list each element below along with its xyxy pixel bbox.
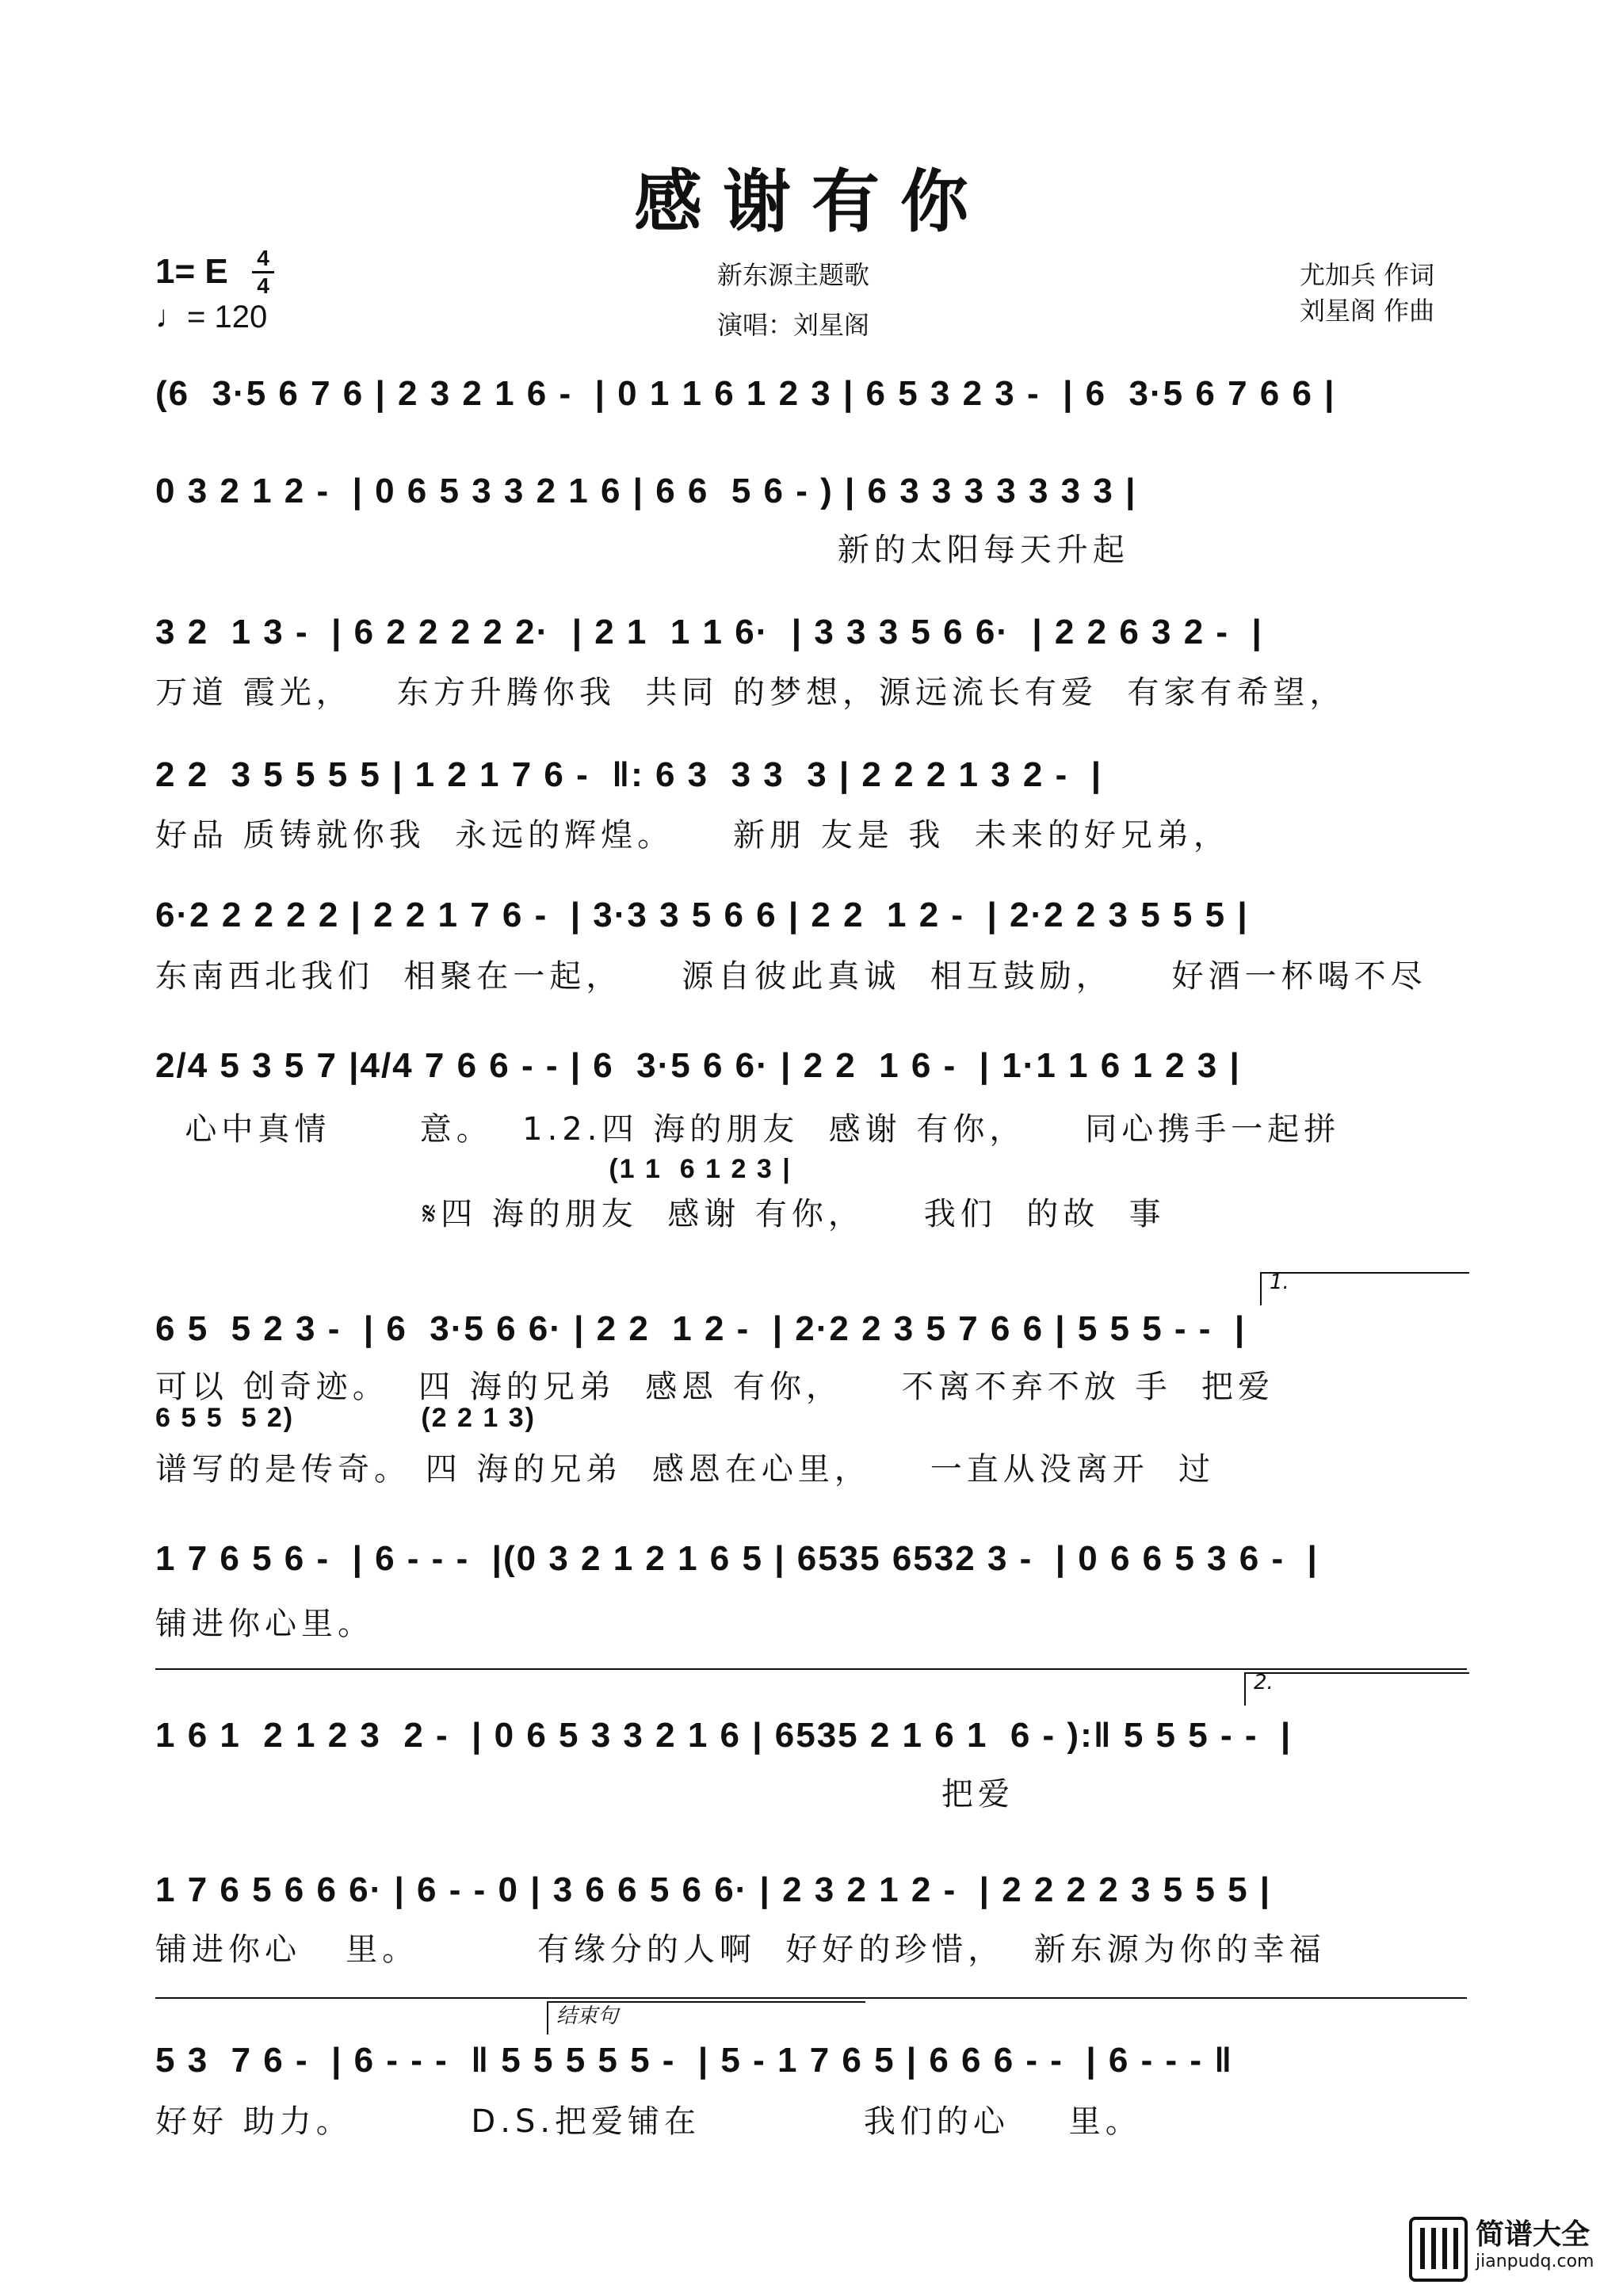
volta-1-bracket	[1260, 1272, 1469, 1305]
volta-1-label: 1.	[1270, 1270, 1289, 1294]
lyric-line-6b: 𝄋四 海的朋友 感谢 有你， 我们 的故 事	[155, 1196, 1166, 1232]
lyricist: 尤加兵 作词	[1300, 260, 1435, 290]
repeat-extension-line	[155, 1668, 1467, 1670]
music-line-3: 3 2 1 3 - | 6 2 2 2 2 2· | 2 1 1 1 6· | 3 3 3 5 6 6· | 2 2 6 3 2 - |	[155, 613, 1263, 651]
lyric-line-2: 新的太阳每天升起	[155, 532, 1129, 568]
lyric-line-4: 好品 质铸就你我 永远的辉煌。 新朋 友是 我 未来的好兄弟，	[155, 817, 1230, 854]
lyric-line-7: 可以 创奇迹。 四 海的兄弟 感恩 有你， 不离不弃不放 手 把爱	[155, 1369, 1275, 1405]
piano-keys-icon	[1409, 2217, 1468, 2282]
music-line-6b: (1 1 6 1 2 3 |	[155, 1154, 792, 1184]
time-signature	[252, 247, 274, 297]
lyric-line-10: 铺进你心 里。 有缘分的人啊 好好的珍惜， 新东源为你的幸福	[155, 1931, 1326, 1968]
singer: 演唱：刘星阁	[717, 310, 870, 340]
volta-2-label: 2.	[1254, 1671, 1274, 1694]
logo-url: jianpudq.com	[1476, 2252, 1594, 2271]
song-title: 感谢有你	[634, 162, 989, 242]
subtitle: 新东源主题歌	[717, 260, 870, 290]
lyric-line-8: 铺进你心里。	[155, 1606, 374, 1642]
tempo-marking: ♩= 120	[155, 300, 268, 334]
music-line-1: (6 3·5 6 7 6 | 2 3 2 1 6 - | 0 1 1 6 1 2 3 | 6 5 3 2 3 - | 6 3·5 6 7 6 6 |	[155, 374, 1336, 413]
volta-2-bracket	[1244, 1672, 1469, 1706]
music-line-5: 6·2 2 2 2 2 | 2 2 1 7 6 - | 3·3 3 5 6 6 | 2 2 1 2 - | 2·2 2 3 5 5 5 |	[155, 896, 1249, 934]
lyric-line-11: 好好 助力。 D.S.把爱铺在 我们的心 里。	[155, 2103, 1142, 2140]
music-line-8: 1 7 6 5 6 - | 6 - - - |(0 3 2 1 2 1 6 5 | 6535 6532 3 - | 0 6 6 5 3 6 - |	[155, 1539, 1319, 1578]
music-line-4: 2 2 3 5 5 5 5 | 1 2 1 7 6 - ‖: 6 3 3 3 3 | 2 2 2 1 3 2 - |	[155, 755, 1103, 794]
composer: 刘星阁 作曲	[1300, 296, 1435, 326]
music-line-10: 1 7 6 5 6 6 6· | 6 - - 0 | 3 6 6 5 6 6· | 2 3 2 1 2 - | 2 2 2 2 3 5 5 5 |	[155, 1870, 1272, 1909]
time-sig-bottom: 4	[257, 273, 269, 298]
music-line-6: 2/4 5 3 5 7 |4/4 7 6 6 - - | 6 3·5 6 6· | 2 2 1 6 - | 1·1 1 6 1 2 3 |	[155, 1046, 1241, 1085]
music-line-11: 5 3 7 6 - | 6 - - - ‖ 5 5 5 5 5 - | 5 - 1 7 6 5 | 6 6 6 - - | 6 - - - ‖	[155, 2041, 1234, 2080]
time-sig-top: 4	[257, 246, 269, 270]
lyric-line-5: 东南西北我们 相聚在一起， 源自彼此真诚 相互鼓励， 好酒一杯喝不尽	[155, 958, 1427, 995]
ending-bracket	[547, 2001, 865, 2034]
key-signature: 1= E	[155, 252, 228, 291]
music-line-2: 0 3 2 1 2 - | 0 6 5 3 3 2 1 6 | 6 6 5 6 - ) | 6 3 3 3 3 3 3 3 |	[155, 472, 1137, 510]
lyric-line-7b: 谱写的是传奇。 四 海的兄弟 感恩在心里， 一直从没离开 过	[155, 1451, 1216, 1488]
logo-name: 简谱大全	[1476, 2218, 1591, 2251]
music-line-9: 1 6 1 2 1 2 3 2 - | 0 6 5 3 3 2 1 6 | 6535 2 1 6 1 6 - ):‖ 5 5 5 - - |	[155, 1716, 1293, 1755]
ending-label: 结束句	[556, 2004, 619, 2028]
lyric-line-9: 把爱	[155, 1776, 1014, 1813]
lyric-line-3: 万道 霞光， 东方升腾你我 共同 的梦想，源远流长有爱 有家有希望，	[155, 674, 1346, 711]
site-logo	[1409, 2212, 1607, 2283]
lyric-line-6: 心中真情 意。 1.2.四 海的朋友 感谢 有你， 同心携手一起拼	[155, 1111, 1341, 1148]
music-line-7: 6 5 5 2 3 - | 6 3·5 6 6· | 2 2 1 2 - | 2·2 2 3 5 7 6 6 | 5 5 5 - - |	[155, 1309, 1247, 1348]
ending-extension-line	[155, 1997, 1467, 1999]
music-line-7b: 6 5 5 5 2) (2 2 1 3)	[155, 1403, 536, 1433]
